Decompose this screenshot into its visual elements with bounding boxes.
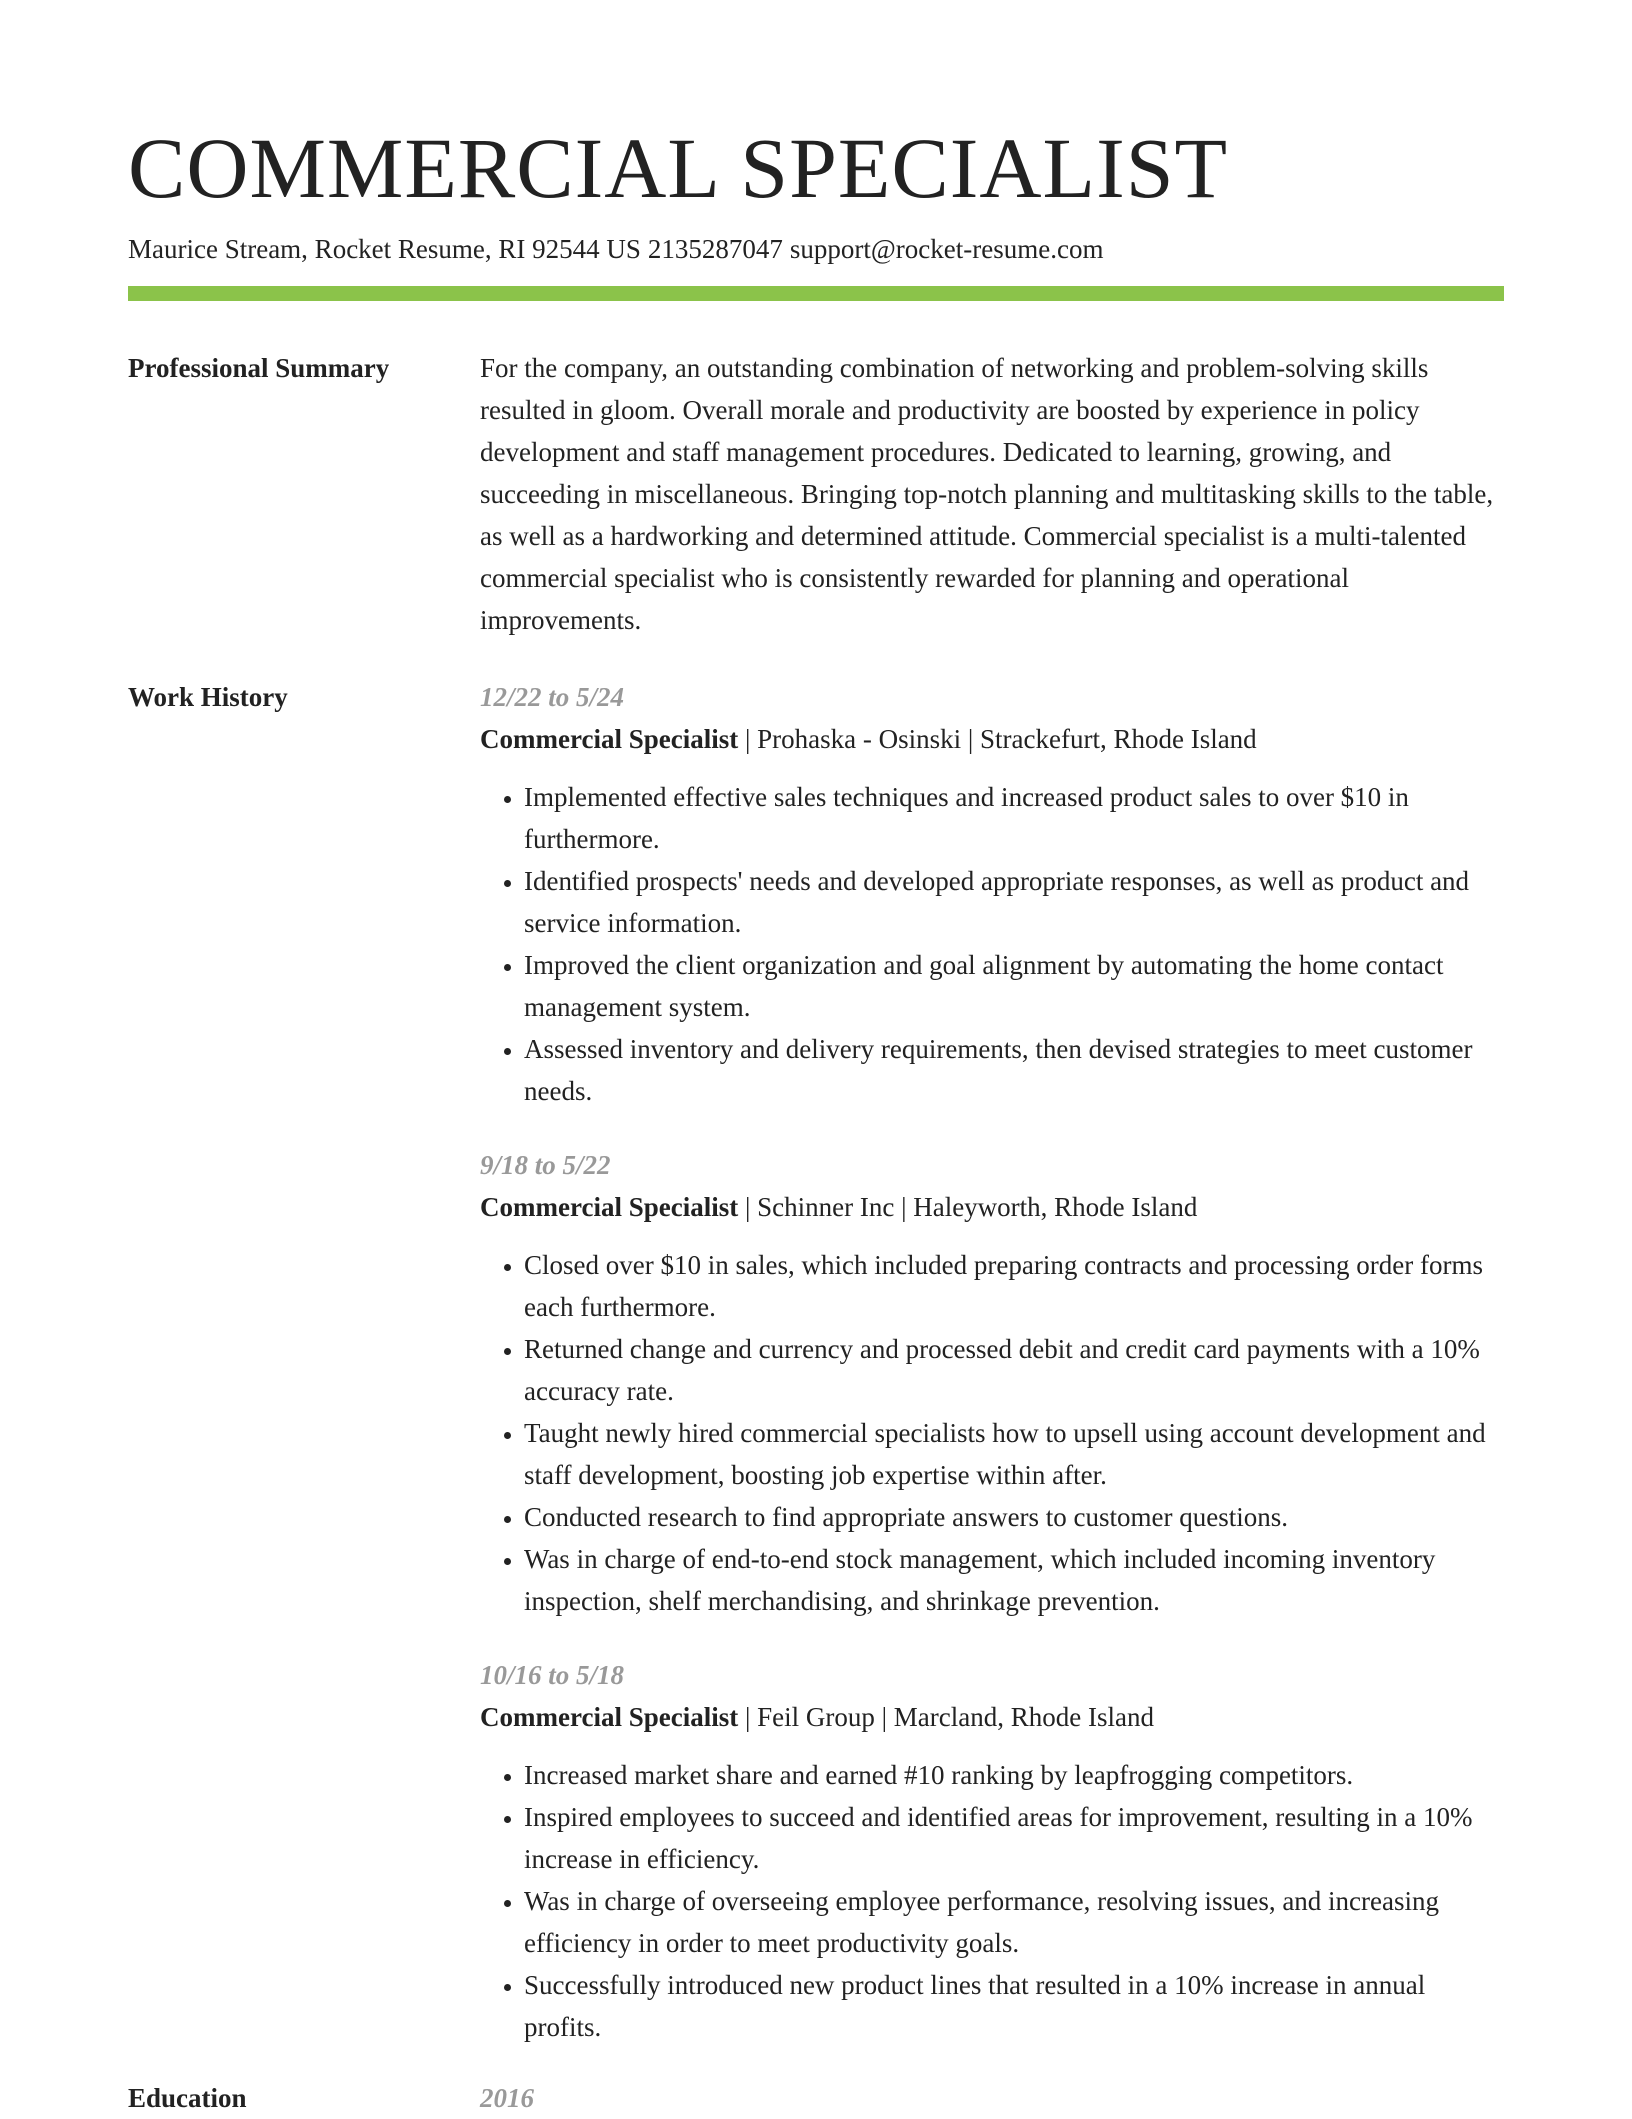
job-separator: | [744, 1192, 751, 1222]
job-header [480, 1696, 1504, 1738]
job-bullet: • Was in charge of overseeing employee performance, resolving issues, and increasing efficiency in order to meet productivity goals. [524, 1880, 1504, 1964]
job-dates: 10/16 to 5/18 [480, 1660, 625, 1690]
job-bullet-list [480, 776, 1504, 1112]
summary-text: For the company, an outstanding combination of networking and problem-solving skills resulted in gloom. Overall morale and productivity are boosted by experience in policy development and staff management procedures. Dedicated to learning, growing, and succeeding in miscellaneous. Bringing top-notch planning and multitasking skills to the table, as well as a hardworking and determined attitude. Commercial specialist is a multi-talented commercial specialist who is consistently rewarded for planning and operational improvements. [480, 353, 1494, 635]
job-location: Haleyworth, Rhode Island [913, 1192, 1198, 1222]
job-entry [480, 1654, 1504, 2048]
job-bullet: • Was in charge of end-to-end stock management, which included incoming inventory inspection, shelf merchandising, and shrinkage prevention. [524, 1538, 1504, 1622]
job-bullet: • Conducted research to find appropriate answers to customer questions. [524, 1496, 1504, 1538]
contact-line [128, 230, 1103, 268]
job-bullet: • Successfully introduced new product lines that resulted in a 10% increase in annual profits. [524, 1964, 1504, 2048]
accent-divider [128, 286, 1504, 301]
job-header [480, 718, 1504, 760]
job-dates: 9/18 to 5/22 [480, 1150, 611, 1180]
job-separator: | [744, 724, 751, 754]
job-separator: | [967, 724, 974, 754]
education-dates: 2016 [480, 2083, 534, 2113]
job-separator: | [901, 1192, 907, 1222]
job-bullet-list [480, 1754, 1504, 2048]
job-company: Prohaska - Osinski [757, 724, 962, 754]
job-bullet: • Assessed inventory and delivery requirements, then devised strategies to meet customer needs. [524, 1028, 1504, 1112]
job-bullet: • Taught newly hired commercial specialists how to upsell using account development and staff development, boosting job expertise within after. [524, 1412, 1504, 1496]
job-separator: | [881, 1702, 888, 1732]
contact-email: support@rocket-resume.com [789, 234, 1104, 264]
job-bullet: • Improved the client organization and goal alignment by automating the home contact management system. [524, 944, 1504, 1028]
job-bullet: • Returned change and currency and processed debit and credit card payments with a 10% accuracy rate. [524, 1328, 1504, 1412]
contact-address: Maurice Stream, Rocket Resume, RI 92544 US [128, 234, 641, 264]
job-bullet: • Identified prospects' needs and developed appropriate responses, as well as product and service information. [524, 860, 1504, 944]
job-bullet: • Increased market share and earned #10 ranking by leapfrogging competitors. [524, 1754, 1504, 1796]
job-bullet: • Inspired employees to succeed and identified areas for improvement, resulting in a 10% increase in efficiency. [524, 1796, 1504, 1880]
job-company: Feil Group [757, 1702, 875, 1732]
resume-title: COMMERCIAL SPECIALIST [128, 120, 1229, 216]
summary-heading: Professional Summary [128, 353, 390, 383]
job-location: Marcland, Rhode Island [893, 1702, 1154, 1732]
job-dates: 12/22 to 5/24 [480, 682, 625, 712]
work-history-content [480, 676, 1504, 2080]
job-header [480, 1186, 1504, 1228]
job-title: Commercial Specialist [480, 1192, 739, 1222]
education-heading: Education [128, 2083, 247, 2113]
contact-phone: 2135287047 [647, 234, 783, 264]
job-bullet-list [480, 1244, 1504, 1622]
job-company: Schinner Inc [757, 1192, 895, 1222]
job-bullet: • Closed over $10 in sales, which included preparing contracts and processing order forms each furthermore. [524, 1244, 1504, 1328]
job-title: Commercial Specialist [480, 1702, 739, 1732]
job-entry [480, 1144, 1504, 1622]
work-history-heading: Work History [128, 682, 288, 712]
job-location: Strackefurt, Rhode Island [980, 724, 1257, 754]
job-entry [480, 676, 1504, 1112]
summary-content [480, 347, 1504, 641]
job-separator: | [744, 1702, 751, 1732]
job-bullet: • Implemented effective sales techniques and increased product sales to over $10 in furthermore. [524, 776, 1504, 860]
job-title: Commercial Specialist [480, 724, 739, 754]
education-content [480, 2077, 1504, 2119]
